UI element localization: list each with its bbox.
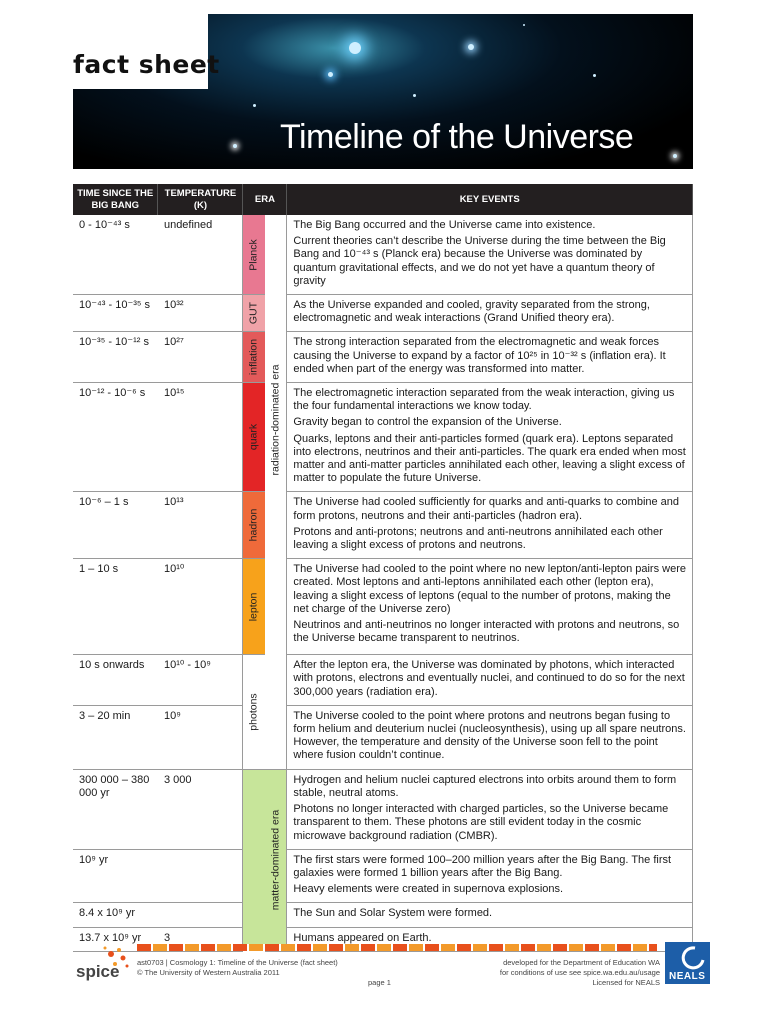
matter-era-label: matter-dominated era xyxy=(269,810,282,911)
key-events-cell xyxy=(287,655,693,706)
col-temp-header: TEMPERATURE (K) xyxy=(158,184,243,215)
temperature-cell: 10¹⁰ - 10⁹ xyxy=(158,655,243,706)
era-label: inflation xyxy=(247,339,260,376)
table-row xyxy=(73,655,693,706)
star xyxy=(593,74,596,77)
era-label: photons xyxy=(247,693,260,731)
neals-swirl-icon xyxy=(665,942,710,970)
key-events-cell xyxy=(287,903,693,927)
star xyxy=(233,144,237,148)
table-row xyxy=(73,383,693,492)
temperature-cell: 10¹⁰ xyxy=(158,559,243,655)
event-text: The Universe had cooled sufficiently for quarks and anti-quarks to combine and form protons, neutrons and their anti-particles (hadron era). xyxy=(293,496,680,522)
neals-logo xyxy=(665,942,710,984)
page-title: Timeline of the Universe xyxy=(280,118,634,156)
table-row xyxy=(73,903,693,927)
event-text: The Universe had cooled to the point where no new lepton/anti-lepton pairs were created. Most leptons and anti-leptons annihilated each other (lepton era), leaving a slight excess of leptons (equal to the number of protons, making the net charge of the Universe zero) xyxy=(293,563,686,615)
table-row xyxy=(73,295,693,332)
fact-sheet-label: fact sheet xyxy=(73,50,220,79)
time-cell: 1 – 10 s xyxy=(73,559,158,655)
time-cell: 8.4 x 10⁹ yr xyxy=(73,903,158,927)
event-text: The Big Bang occurred and the Universe came into existence. xyxy=(293,219,596,231)
time-cell: 10⁻¹² - 10⁻⁶ s xyxy=(73,383,158,492)
footer-right-line1: developed for the Department of Education WA xyxy=(503,958,660,967)
temperature-cell: 10¹³ xyxy=(158,492,243,559)
table-row xyxy=(73,559,693,655)
time-cell: 10⁹ yr xyxy=(73,849,158,903)
temperature-cell: 10²⁷ xyxy=(158,332,243,383)
event-text: Hydrogen and helium nuclei captured electrons into orbits around them to form stable, neutral atoms. xyxy=(293,773,677,799)
key-events-cell xyxy=(287,705,693,769)
era-cell xyxy=(243,332,265,383)
footer-right xyxy=(500,958,660,988)
time-cell: 0 - 10⁻⁴³ s xyxy=(73,215,158,295)
era-cell xyxy=(243,769,265,849)
event-text: The Sun and Solar System were formed. xyxy=(293,907,493,920)
star xyxy=(413,94,416,97)
footer-left-line1: ast0703 | Cosmology 1: Timeline of the Universe (fact sheet) xyxy=(137,958,338,967)
time-cell: 10⁻⁶ – 1 s xyxy=(73,492,158,559)
table-row xyxy=(73,332,693,383)
col-time-header: TIME SINCE THE BIG BANG xyxy=(73,184,158,215)
era-cell xyxy=(243,849,265,903)
event-text: Gravity began to control the expansion of the Universe. xyxy=(293,416,562,429)
event-text: The Universe cooled to the point where protons and neutrons began fusing to form helium and deuterium nuclei (nucleosynthesis), using up all spare neutrons. However, the temperature and density of the Universe soon fell to the point where fusion couldn’t continue. xyxy=(293,709,686,762)
table-header-row xyxy=(73,184,693,215)
era-label: GUT xyxy=(247,302,260,325)
star xyxy=(328,72,333,77)
temperature-cell xyxy=(158,849,243,903)
era-cell xyxy=(243,383,265,492)
era-cell xyxy=(243,903,265,927)
col-era-header: ERA xyxy=(243,184,287,215)
footer-left-line2: © The University of Western Australia 2011 xyxy=(137,968,280,977)
event-text: After the lepton era, the Universe was dominated by photons, which interacted with protons, electrons and eventually nuclei, and continued to do so for the next 300,000 years (radiation era). xyxy=(293,659,685,698)
event-text: Humans appeared on Earth. xyxy=(293,931,432,944)
era-label: Planck xyxy=(247,238,260,271)
table-row xyxy=(73,849,693,903)
header-banner xyxy=(73,14,693,169)
key-events-cell xyxy=(287,383,693,492)
temperature-cell: 10⁹ xyxy=(158,705,243,769)
key-events-cell xyxy=(287,769,693,849)
event-text: Neutrinos and anti-neutrinos no longer interacted with protons and neutrons, so the Universe became transparent to neutrinos. xyxy=(293,619,680,645)
radiation-era-label: radiation-dominated era xyxy=(269,364,282,476)
time-cell: 300 000 – 380 000 yr xyxy=(73,769,158,849)
event-text: The strong interaction separated from the electromagnetic and weak forces causing the Universe to expand by a factor of 10²⁵ in 10⁻³² s (inflation era). It ended when part of the energy was transformed into matter. xyxy=(293,336,666,375)
table-row xyxy=(73,769,693,849)
footer-left xyxy=(137,958,338,978)
time-cell: 13.7 x 10⁹ yr xyxy=(73,927,158,951)
event-text: Current theories can’t describe the Universe during the time between the Big Bang and 10⁻⁴³ s (Planck era) because the Universe was dominated by quantum gravitational effects, and we do not yet have a quantum theory of gravity xyxy=(293,235,666,287)
era-label: hadron xyxy=(247,509,260,542)
temperature-cell: 10³² xyxy=(158,295,243,332)
footer-right-line3: Licensed for NEALS xyxy=(592,978,660,987)
temperature-cell: 3 xyxy=(158,927,243,951)
key-events-cell xyxy=(287,215,693,295)
star xyxy=(468,44,474,50)
event-text: The electromagnetic interaction separated from the weak interaction, giving us the four fundamental interactions we know today. xyxy=(293,387,675,413)
event-text: Quarks, leptons and their anti-particles formed (quark era). Leptons separated into electrons, neutrinos and their anti-particles. The quark era ended when most matter and anti-matter particles annihilated each other, leaving a slight excess of matter to populate the future Universe. xyxy=(293,432,686,485)
star xyxy=(523,24,525,26)
neals-logo-text: NEALS xyxy=(669,971,706,982)
temperature-cell: 10¹⁵ xyxy=(158,383,243,492)
radiation-era-cell xyxy=(265,215,287,769)
table-row xyxy=(73,215,693,295)
event-text: Heavy elements were created in supernova explosions. xyxy=(293,883,564,896)
temperature-cell: 3 000 xyxy=(158,769,243,849)
star xyxy=(673,154,677,158)
event-text: Protons and anti-protons; neutrons and anti-neutrons annihilated each other leaving a slight excess of protons and neutrons. xyxy=(293,525,663,552)
era-cell xyxy=(243,492,265,559)
era-cell xyxy=(243,655,265,769)
footer-right-line2: for conditions of use see spice.wa.edu.au/usage xyxy=(499,968,660,977)
key-events-cell xyxy=(287,559,693,655)
temperature-cell xyxy=(158,903,243,927)
time-cell: 10 s onwards xyxy=(73,655,158,706)
col-events-header: KEY EVENTS xyxy=(287,184,693,215)
key-events-cell xyxy=(287,332,693,383)
timeline-table xyxy=(73,184,693,952)
time-cell: 10⁻⁴³ - 10⁻³⁵ s xyxy=(73,295,158,332)
key-events-cell xyxy=(287,295,693,332)
table-row xyxy=(73,492,693,559)
temperature-cell: undefined xyxy=(158,215,243,295)
era-cell xyxy=(243,559,265,655)
time-cell: 10⁻³⁵ - 10⁻¹² s xyxy=(73,332,158,383)
era-label: quark xyxy=(247,424,260,451)
footer-stripe xyxy=(137,944,657,951)
key-events-cell xyxy=(287,849,693,903)
key-events-cell xyxy=(287,492,693,559)
era-label: lepton xyxy=(247,592,260,622)
event-text: The first stars were formed 100–200 million years after the Big Bang. The first galaxies were formed 1 billion years after the Big Bang. xyxy=(293,853,672,879)
event-text: Photons no longer interacted with charged particles, so the Universe became transparent to them. These photons are still evident today in the cosmic microwave background radiation (CMBR). xyxy=(293,803,669,842)
star xyxy=(253,104,256,107)
spice-logo-text: spice xyxy=(76,962,120,981)
era-cell xyxy=(243,215,265,295)
table-row xyxy=(73,705,693,769)
matter-era-cell xyxy=(265,769,287,951)
star xyxy=(349,42,361,54)
event-text: As the Universe expanded and cooled, gravity separated from the strong, electromagnetic and weak interactions (Grand Unified theory era). xyxy=(293,299,650,325)
era-cell xyxy=(243,295,265,332)
time-cell: 3 – 20 min xyxy=(73,705,158,769)
page-number: page 1 xyxy=(368,978,391,987)
